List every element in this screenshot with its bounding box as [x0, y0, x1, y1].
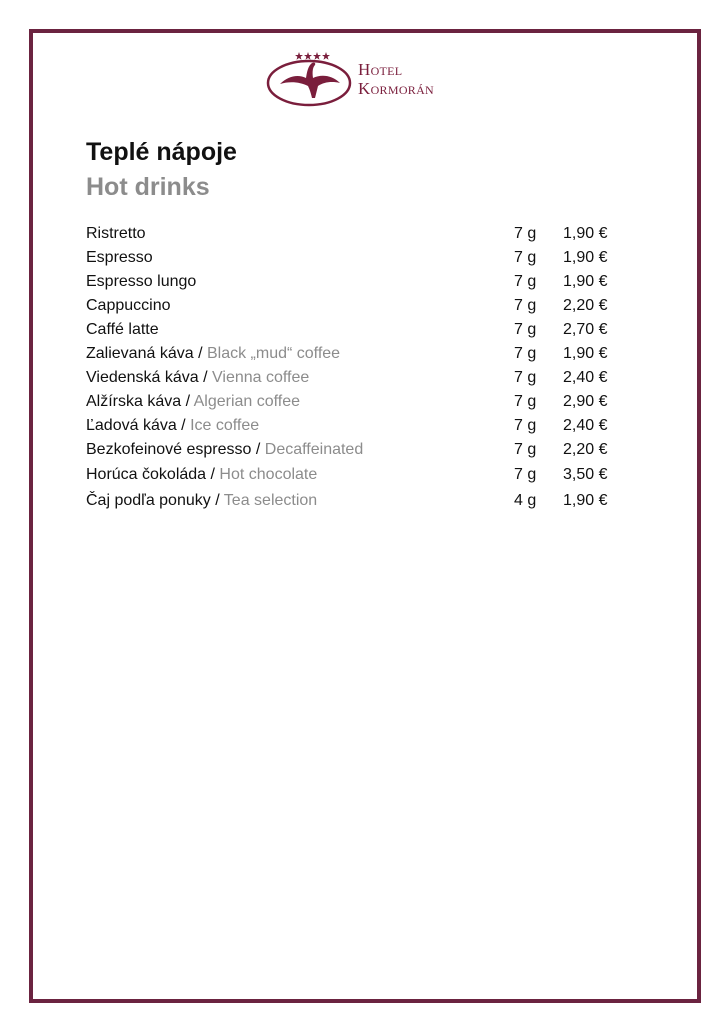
cormorant-emblem-icon	[266, 50, 356, 110]
item-name-en: Ice coffee	[190, 417, 260, 434]
menu-item	[86, 414, 626, 438]
item-price: 2,40 €	[563, 417, 608, 434]
name-separator: /	[181, 393, 194, 410]
item-name: Espresso lungo	[86, 273, 197, 290]
item-price: 2,90 €	[563, 393, 608, 410]
section-title-en: Hot drinks	[86, 173, 210, 201]
item-weight: 7 g	[514, 441, 537, 458]
item-name-en: Decaffeinated	[264, 441, 364, 458]
item-weight: 7 g	[514, 345, 537, 362]
item-price: 2,20 €	[563, 441, 608, 458]
item-name: Zalievaná káva	[86, 345, 194, 362]
item-weight: 7 g	[514, 249, 537, 266]
menu-item	[86, 366, 626, 390]
item-name: Viedenská káva	[86, 369, 199, 386]
hotel-name	[358, 60, 434, 98]
item-weight: 7 g	[514, 466, 537, 483]
item-price: 1,90 €	[563, 225, 608, 242]
item-price: 2,20 €	[563, 297, 608, 314]
item-name: Espresso	[86, 249, 153, 266]
item-weight: 7 g	[514, 321, 537, 338]
item-weight: 7 g	[514, 273, 537, 290]
item-price: 1,90 €	[563, 249, 608, 266]
name-separator: /	[198, 369, 213, 386]
item-weight: 4 g	[514, 492, 537, 509]
menu-item	[86, 318, 626, 342]
name-separator: /	[210, 492, 224, 509]
item-price: 3,50 €	[563, 466, 608, 483]
menu-item	[86, 462, 626, 488]
item-price: 2,40 €	[563, 369, 608, 386]
menu-item	[86, 270, 626, 294]
item-name: Bezkofeinové espresso	[86, 441, 252, 458]
item-weight: 7 g	[514, 417, 537, 434]
item-weight: 7 g	[514, 369, 537, 386]
name-separator: /	[193, 345, 207, 362]
menu-item	[86, 222, 626, 246]
menu-list	[86, 222, 626, 514]
item-price: 1,90 €	[563, 345, 608, 362]
hotel-logo	[266, 50, 476, 110]
item-name-en: Black „mud“ coffee	[206, 345, 341, 362]
item-name-en: Vienna coffee	[212, 369, 310, 386]
hotel-name-line1: Hotel	[358, 60, 403, 79]
item-name: Ristretto	[86, 225, 146, 242]
menu-item	[86, 438, 626, 462]
item-price: 1,90 €	[563, 492, 608, 509]
item-name: Cappuccino	[86, 297, 171, 314]
name-separator: /	[251, 441, 265, 458]
menu-item	[86, 246, 626, 270]
item-name-en: Algerian coffee	[193, 393, 301, 410]
item-weight: 7 g	[514, 393, 537, 410]
item-name: Čaj podľa ponuky	[86, 492, 211, 509]
menu-item	[86, 488, 626, 514]
item-name: Alžírska káva	[86, 393, 182, 410]
item-price: 1,90 €	[563, 273, 608, 290]
menu-item	[86, 390, 626, 414]
name-separator: /	[206, 466, 220, 483]
item-name: Horúca čokoláda	[86, 466, 207, 483]
menu-item	[86, 294, 626, 318]
hotel-name-line2: Kormorán	[358, 79, 435, 98]
item-price: 2,70 €	[563, 321, 608, 338]
section-title-sk: Teplé nápoje	[86, 138, 237, 166]
item-name-en: Hot chocolate	[219, 466, 318, 483]
item-weight: 7 g	[514, 297, 537, 314]
item-name: Ľadová káva	[86, 417, 177, 434]
item-name-en: Tea selection	[223, 492, 318, 509]
item-weight: 7 g	[514, 225, 537, 242]
name-separator: /	[176, 417, 191, 434]
menu-item	[86, 342, 626, 366]
item-name: Caffé latte	[86, 321, 159, 338]
